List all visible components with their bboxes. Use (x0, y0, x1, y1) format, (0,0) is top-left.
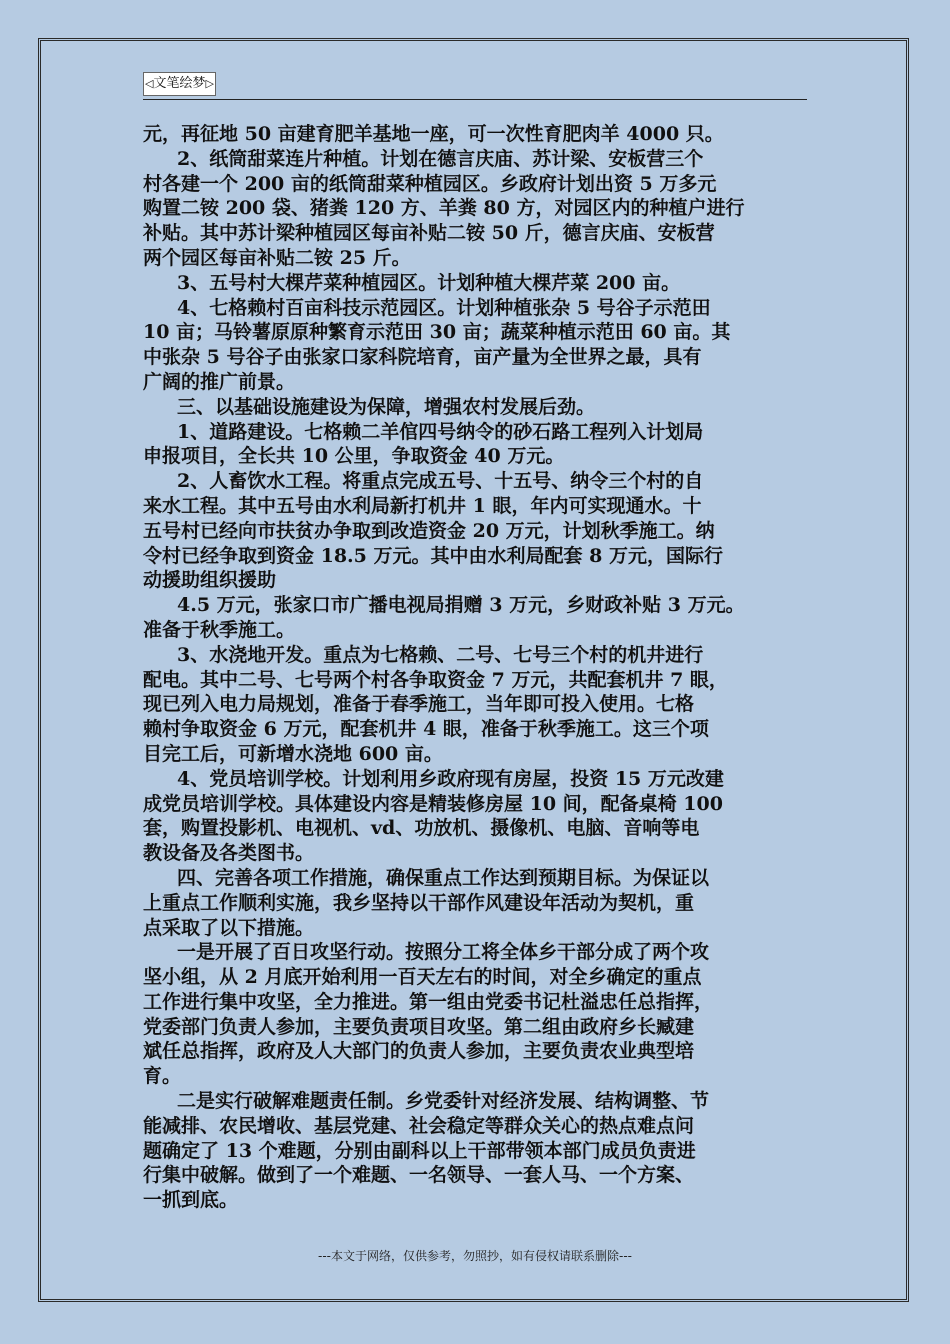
body-line: 1、道路建设。七格赖二羊倌四号纳令的砂石路工程列入计划局 (177, 420, 704, 443)
body-line: 2、纸筒甜菜连片种植。计划在德言庆庙、苏计梁、安板营三个 (177, 147, 704, 170)
body-line: 来水工程。其中五号由水利局新打机井 1 眼，年内可实现通水。十 (143, 494, 702, 517)
body-line: 补贴。其中苏计梁种植园区每亩补贴二铵 50 斤，德言庆庙、安板营 (143, 222, 715, 245)
body-line: 广阔的推广前景。 (143, 370, 296, 393)
brand-text: 文笔绘梦 (153, 76, 206, 91)
body-line: 成党员培训学校。具体建设内容是精装修房屋 10 间，配备桌椅 100 (143, 792, 723, 815)
body-line: 村各建一个 200 亩的纸筒甜菜种植园区。乡政府计划出资 5 万多元 (143, 172, 717, 195)
body-line: 一是开展了百日攻坚行动。按照分工将全体乡干部分成了两个攻 (177, 941, 710, 964)
page-header (143, 72, 807, 100)
body-line: 申报项目，全长共 10 公里，争取资金 40 万元。 (143, 445, 565, 468)
document-body (143, 122, 823, 1213)
body-line: 元，再征地 50 亩建育肥羊基地一座，可一次性育肥肉羊 4000 只。 (143, 123, 724, 145)
footer-disclaimer: ---本文于网络，仅供参考，勿照抄，如有侵权请联系删除--- (318, 1249, 632, 1263)
body-line: 4、党员培训学校。计划利用乡政府现有房屋，投资 15 万元改建 (177, 767, 724, 790)
body-line: 准备于秋季施工。 (143, 618, 296, 641)
body-line: 上重点工作顺利实施，我乡坚持以干部作风建设年活动为契机，重 (143, 891, 695, 914)
body-line: 赖村争取资金 6 万元，配套机井 4 眼，准备于秋季施工。这三个项 (143, 718, 709, 741)
body-line: 坚小组，从 2 月底开始利用一百天左右的时间，对全乡确定的重点 (143, 966, 702, 989)
body-line: 四、完善各项工作措施，确保重点工作达到预期目标。为保证以 (177, 866, 710, 889)
body-line: 点采取了以下措施。 (143, 916, 315, 939)
body-line: 2、人畜饮水工程。将重点完成五号、十五号、纳令三个村的自 (177, 470, 704, 493)
body-line: 10 亩；马铃薯原原种繁育示范田 30 亩；蔬菜种植示范田 60 亩。其 (143, 321, 731, 344)
body-line: 五号村已经向市扶贫办争取到改造资金 20 万元，计划秋季施工。纳 (143, 519, 715, 542)
body-line: 斌任总指挥，政府及人大部门的负责人参加，主要负责农业典型培 (143, 1040, 695, 1063)
body-line: 4.5 万元，张家口市广播电视局捐赠 3 万元，乡财政补贴 3 万元。 (177, 594, 745, 617)
right-triangle-icon: ▷ (205, 77, 214, 90)
body-line: 套，购置投影机、电视机、vd、功放机、摄像机、电脑、音响等电 (143, 817, 700, 840)
body-line: 4、七格赖村百亩科技示范园区。计划种植张杂 5 号谷子示范田 (177, 296, 711, 319)
body-line: 两个园区每亩补贴二铵 25 斤。 (143, 246, 411, 269)
body-line: 教设备及各类图书。 (143, 842, 315, 865)
body-line: 3、水浇地开发。重点为七格赖、二号、七号三个村的机井进行 (177, 643, 704, 666)
left-triangle-icon: ◁ (145, 77, 154, 90)
body-line: 令村已经争取到资金 18.5 万元。其中由水利局配套 8 万元，国际行 (143, 544, 723, 567)
body-line: 一抓到底。 (143, 1189, 239, 1212)
brand-logo (143, 72, 216, 96)
body-line: 3、五号村大棵芹菜种植园区。计划种植大棵芹菜 200 亩。 (177, 271, 681, 294)
body-line: 工作进行集中攻坚，全力推进。第一组由党委书记杜溢忠任总指挥， (143, 990, 714, 1013)
body-line: 现已列入电力局规划，准备于春季施工，当年即可投入使用。七格 (143, 693, 695, 716)
body-line: 党委部门负责人参加，主要负责项目攻坚。第二组由政府乡长臧建 (143, 1015, 695, 1038)
body-line: 目完工后，可新增水浇地 600 亩。 (143, 742, 443, 765)
body-line: 三、以基础设施建设为保障，增强农村发展后劲。 (177, 395, 596, 418)
body-line: 题确定了 13 个难题，分别由副科以上干部带领本部门成员负责进 (143, 1139, 696, 1162)
body-line: 购置二铵 200 袋、猪粪 120 方、羊粪 80 方，对园区内的种植户进行 (143, 197, 745, 220)
body-line: 中张杂 5 号谷子由张家口家科院培育，亩产量为全世界之最，具有 (143, 346, 702, 369)
body-line: 动援助组织援助 (143, 569, 277, 592)
body-line: 行集中破解。做到了一个难题、一名领导、一套人马、一个方案、 (143, 1164, 695, 1187)
body-line: 能减排、农民增收、基层党建、社会稳定等群众关心的热点难点问 (143, 1114, 695, 1137)
body-line: 配电。其中二号、七号两个村各争取资金 7 万元，共配套机井 7 眼， (143, 668, 728, 691)
body-line: 二是实行破解难题责任制。乡党委针对经济发展、结构调整、节 (177, 1090, 710, 1113)
body-line: 育。 (143, 1065, 182, 1088)
